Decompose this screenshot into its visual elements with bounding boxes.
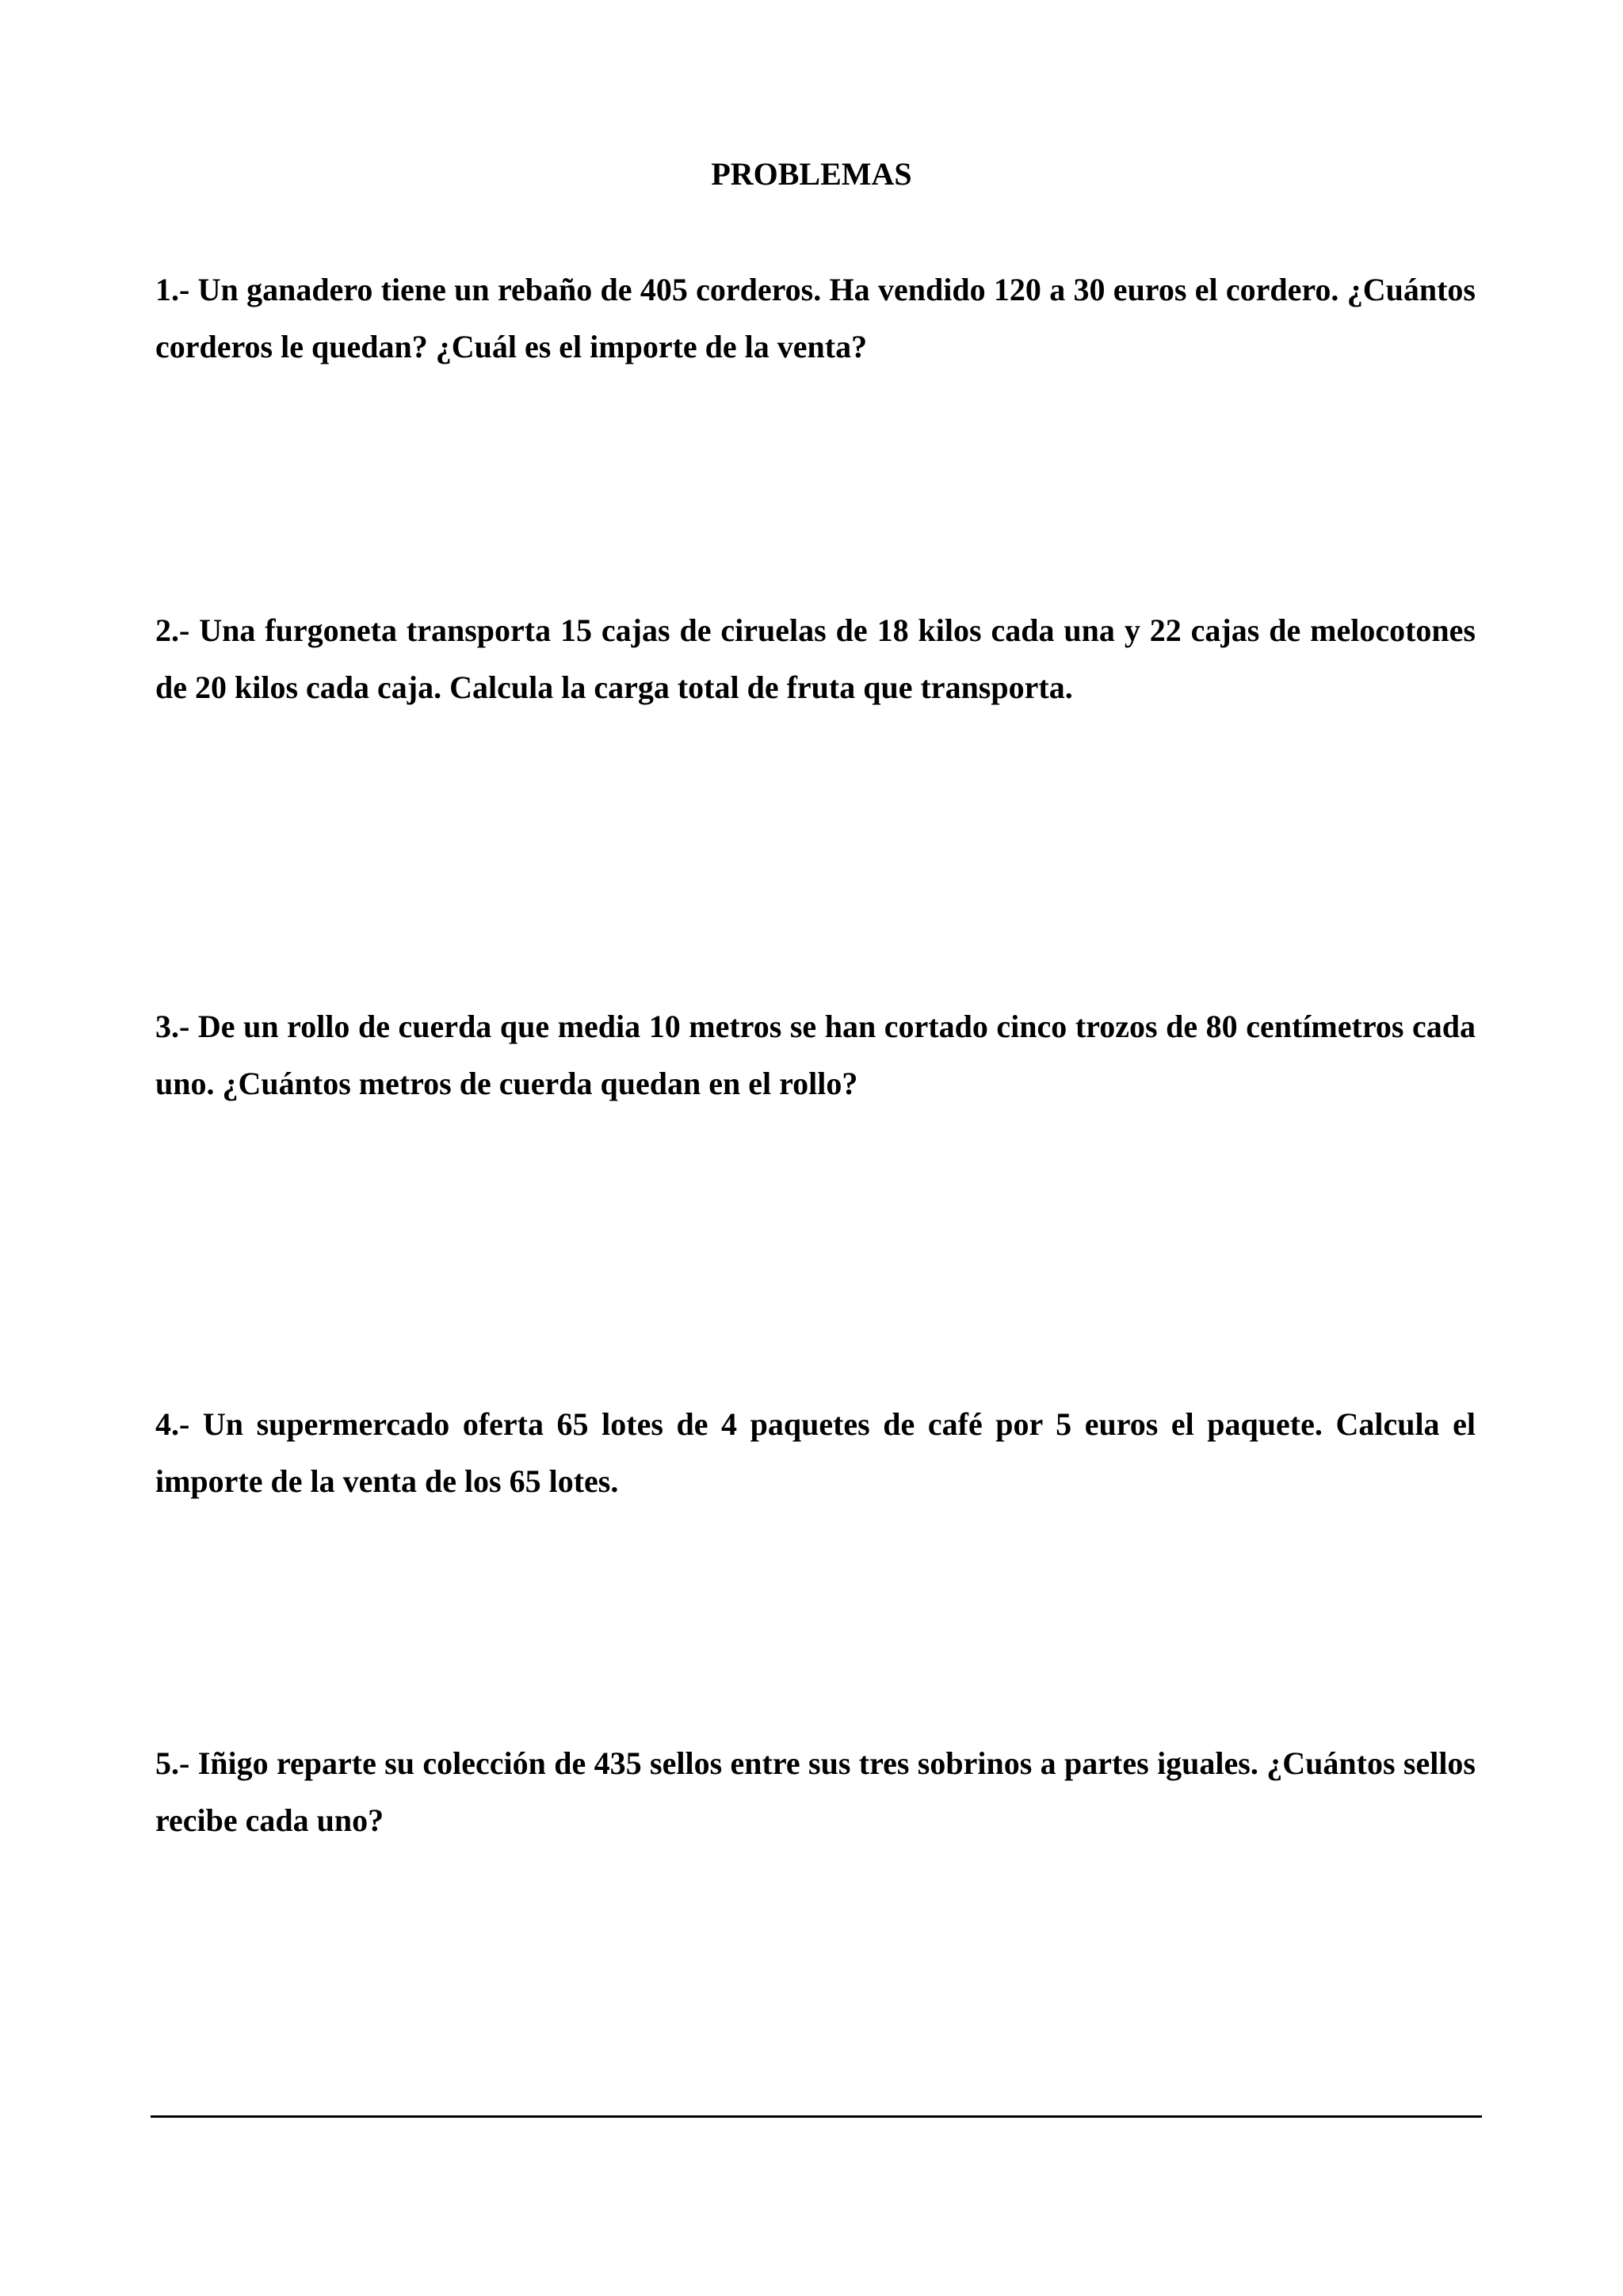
problem-3: 3.- De un rollo de cuerda que media 10 metros se han cortado cinco trozos de 80 centímetros cada uno. ¿Cuántos metros de cuerda quedan en el rollo? xyxy=(155,1009,1476,1101)
problem-1: 1.- Un ganadero tiene un rebaño de 405 corderos. Ha vendido 120 a 30 euros el cordero. ¿Cuántos corderos le quedan? ¿Cuál es el importe de la venta? xyxy=(155,272,1476,364)
problem-4: 4.- Un supermercado oferta 65 lotes de 4 paquetes de café por 5 euros el paquete. Calcula el importe de la venta de los 65 lotes. xyxy=(155,1406,1476,1499)
footer-divider xyxy=(151,2115,1482,2118)
problem-5: 5.- Iñigo reparte su colección de 435 sellos entre sus tres sobrinos a partes iguales. ¿Cuántos sellos recibe cada uno? xyxy=(155,1745,1476,1838)
problem-2: 2.- Una furgoneta transporta 15 cajas de ciruelas de 18 kilos cada una y 22 cajas de melocotones de 20 kilos cada caja. Calcula la carga total de fruta que transporta. xyxy=(155,612,1476,705)
page-title: PROBLEMAS xyxy=(711,156,912,192)
